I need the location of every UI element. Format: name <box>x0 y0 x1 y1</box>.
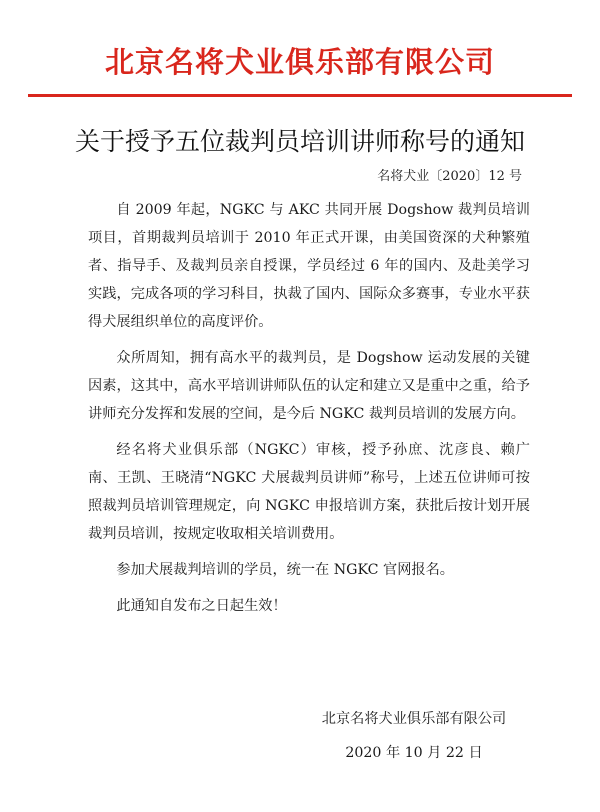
paragraph: 参加犬展裁判培训的学员，统一在 NGKC 官网报名。 <box>116 562 454 578</box>
signature-block <box>300 702 528 770</box>
paragraph: 此通知自发布之日起生效！ <box>116 598 287 614</box>
paragraph: 众所周知，拥有高水平的裁判员，是 Dogshow 运动发展的关键因素，这其中，高水平培训讲师队伍的认定和建立又是重中之重，给予讲师充分发挥和发展的空间，是今后 NGKC 裁判员培训的发展方向。 <box>88 350 530 422</box>
paragraph: 经名将犬业俱乐部（NGKC）审核，授予孙庶、沈彦良、赖广南、王凯、王晓清“NGKC 犬展裁判员讲师”称号，上述五位讲师可按照裁判员培训管理规定，向 NGKC 申报培训方案，获批后按计划开展裁判员培训，按规定收取相关培训费用。 <box>88 442 530 542</box>
signature-date: 2020 年 10 月 22 日 <box>345 745 483 761</box>
document-title: 关于授予五位裁判员培训讲师称号的通知 <box>74 127 525 156</box>
signature-organization: 北京名将犬业俱乐部有限公司 <box>321 711 507 727</box>
document-body <box>88 196 530 628</box>
letterhead-divider <box>28 94 572 97</box>
document-number: 名将犬业〔2020〕12 号 <box>377 169 522 184</box>
paragraph: 自 2009 年起，NGKC 与 AKC 共同开展 Dogshow 裁判员培训项目，首期裁判员培训于 2010 年正式开课，由美国资深的犬种繁殖者、指导手、及裁判员亲自授课，学员经过 6 年的国内、及赴美学习实践，完成各项的学习科目，执裁了国内、国际众多赛事，专业水平获得犬展组织单位的高度评价。 <box>88 202 530 330</box>
letterhead-company-name: 北京名将犬业俱乐部有限公司 <box>104 45 495 79</box>
